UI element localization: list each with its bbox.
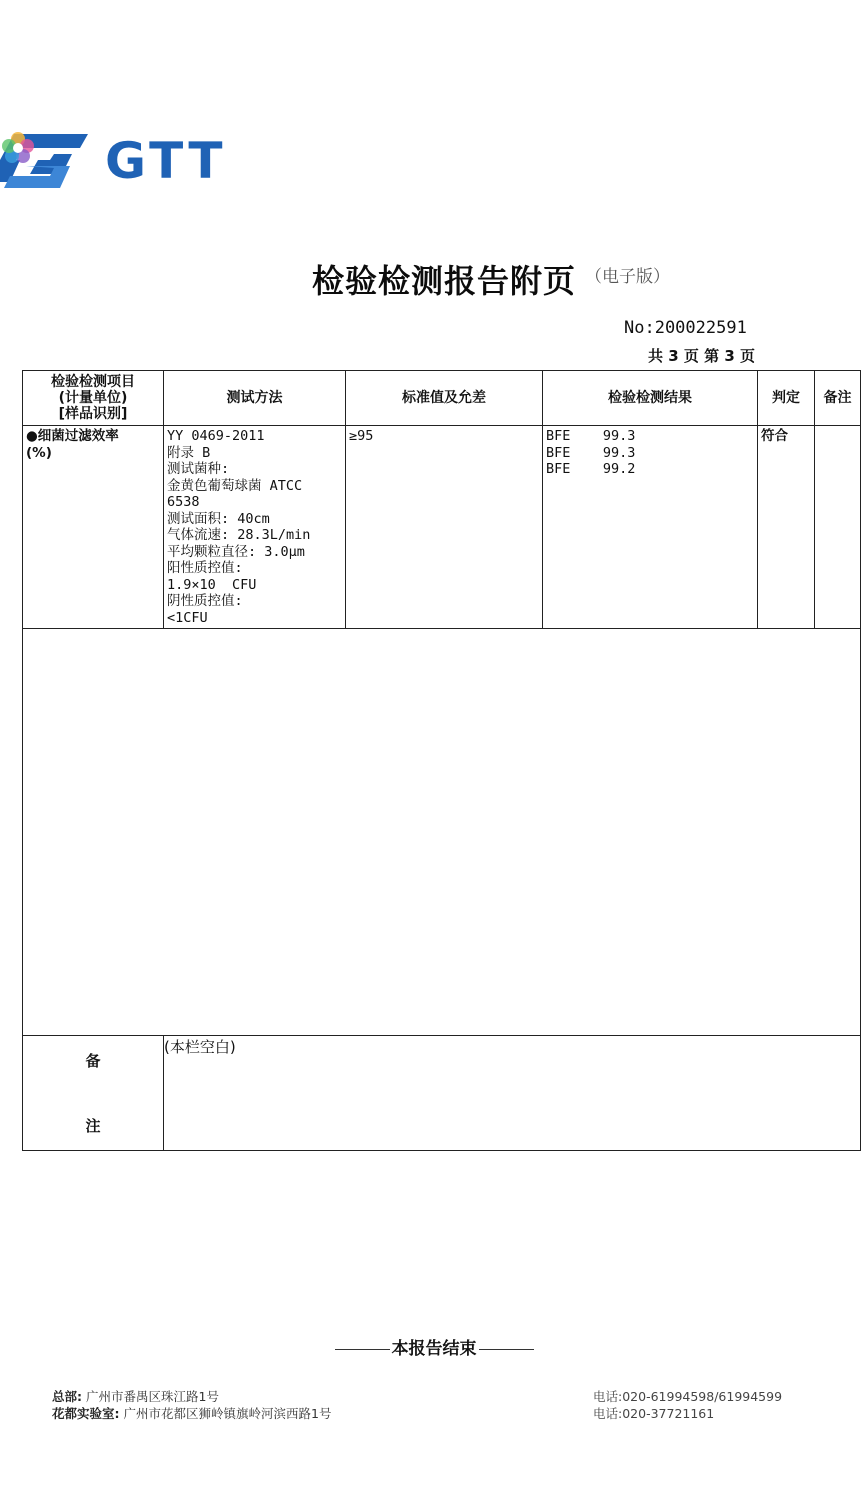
- divider: [479, 1349, 534, 1350]
- end-of-report: [0, 1334, 868, 1359]
- cell-result: [543, 426, 758, 629]
- phone-1: 电话:020-61994598/61994599: [593, 1389, 783, 1404]
- standard-text: ≥95: [349, 428, 374, 444]
- remarks-content: (本栏空白): [164, 1036, 861, 1151]
- header-remark: 备注: [815, 371, 861, 426]
- cell-judgement: [758, 426, 815, 629]
- page-count: 共 3 页 第 3 页: [648, 347, 755, 365]
- cell-item: [23, 426, 164, 629]
- cell-remark: [815, 426, 861, 629]
- flower-icon: [0, 130, 36, 166]
- hq-label: 总部:: [52, 1389, 82, 1404]
- remarks-label-1: 备: [85, 1052, 101, 1070]
- header-item-label: 检验检测项目 (计量单位) [样品识别]: [51, 374, 135, 422]
- header-result: 检验检测结果: [543, 371, 758, 426]
- judgement-text: 符合: [761, 428, 788, 444]
- header-item: [23, 371, 164, 426]
- title-main: 检验检测报告附页: [311, 262, 576, 300]
- result-text: BFE 99.3 BFE 99.3 BFE 99.2: [546, 428, 636, 477]
- remarks-label-2: 注: [85, 1117, 101, 1135]
- title-note: （电子版）: [585, 267, 670, 287]
- end-text: 本报告结束: [391, 1339, 477, 1359]
- table-row: [23, 426, 861, 629]
- divider: [335, 1349, 390, 1350]
- item-text: ●细菌过滤效率 (%): [26, 428, 119, 461]
- cell-standard: [346, 426, 543, 629]
- cell-method: [164, 426, 346, 629]
- header-judgement: 判定: [758, 371, 815, 426]
- phone-2: 电话:020-37721161: [593, 1406, 715, 1421]
- footer-addresses: [52, 1388, 331, 1422]
- remarks-row: [23, 1036, 861, 1151]
- header-method: 测试方法: [164, 371, 346, 426]
- blank-area: [23, 629, 861, 1036]
- footer-phones: [593, 1388, 782, 1422]
- lab-address: 广州市花都区狮岭镇旗岭河滨西路1号: [123, 1406, 332, 1421]
- method-text: YY 0469-2011 附录 B 测试菌种: 金黄色葡萄球菌 ATCC 6538 测试面积: 40cm 气体流速: 28.3L/min 平均颗粒直径: 3.0μm 阳性质控值: 1.9×10 CFU 阴性质控值: <1CFU: [167, 428, 311, 626]
- logo-text: GTT: [105, 132, 227, 190]
- hq-address: 广州市番禺区珠江路1号: [85, 1389, 219, 1404]
- blank-area-row: [23, 629, 861, 1036]
- document-title: [0, 256, 868, 302]
- report-number: No:200022591: [624, 318, 747, 338]
- lab-label: 花都实验室:: [52, 1406, 120, 1421]
- remark-text: [815, 426, 860, 430]
- gtt-logo: [0, 128, 300, 198]
- inspection-table: [22, 370, 861, 1151]
- header-standard: 标准值及允差: [346, 371, 543, 426]
- table-header-row: [23, 371, 861, 426]
- remarks-label: [23, 1036, 164, 1151]
